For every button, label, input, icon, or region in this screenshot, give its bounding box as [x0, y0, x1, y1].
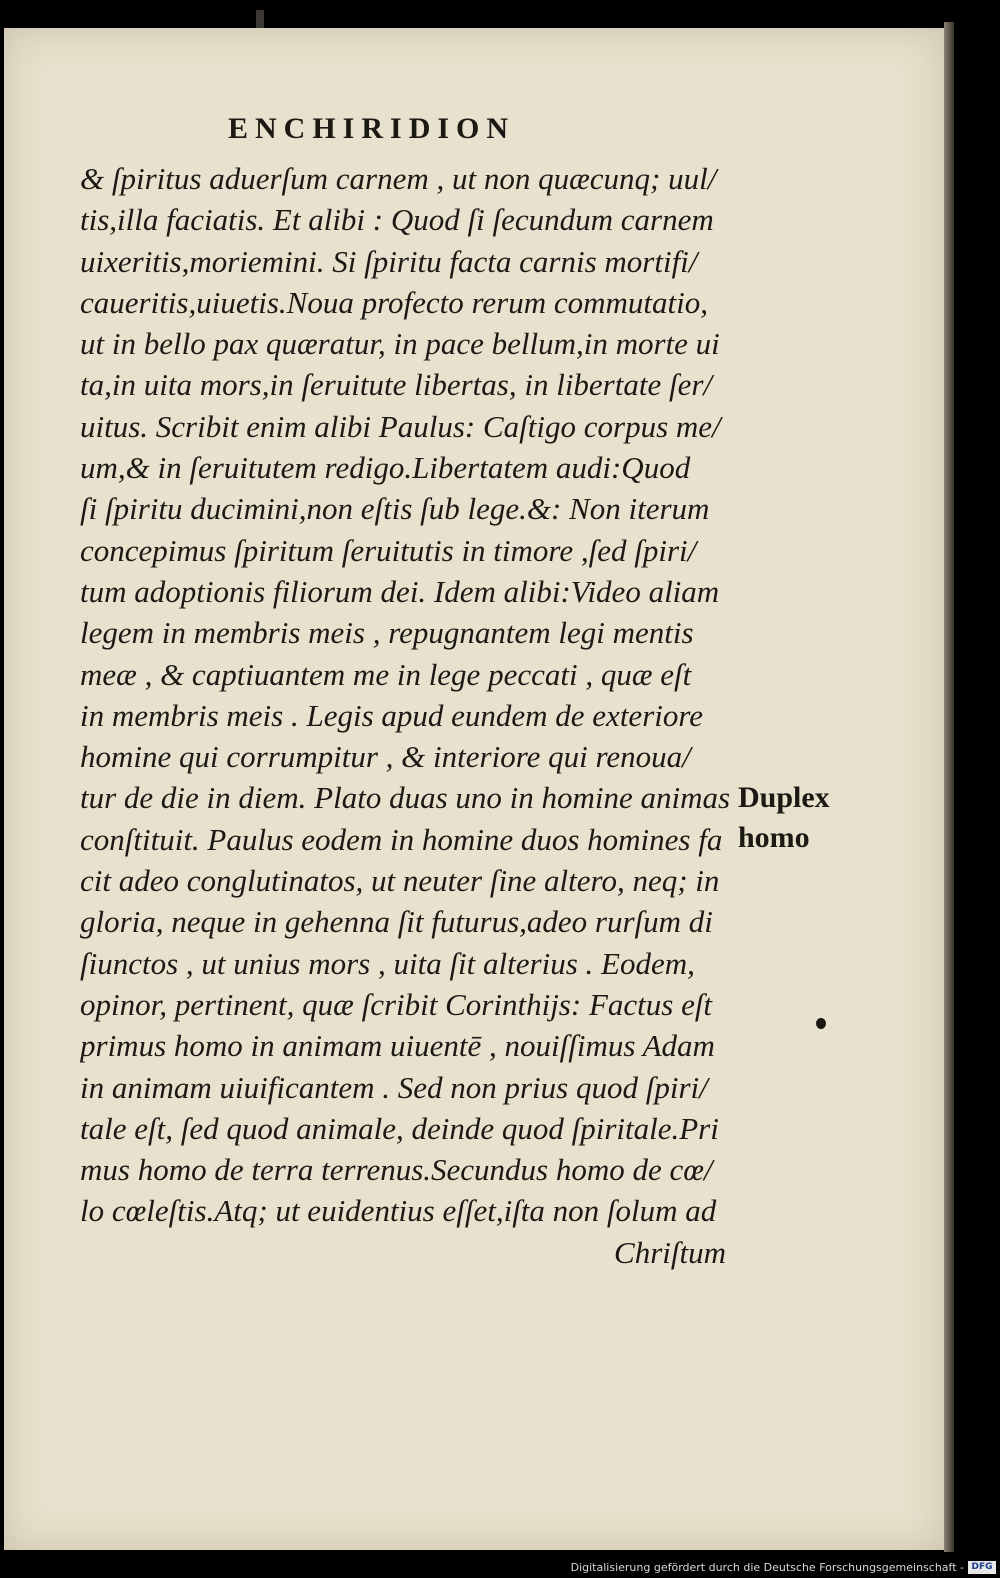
text-line: caueritis,uiuetis.Noua profecto rerum commutatio,: [80, 284, 708, 320]
text-line: ſiunctos , ut unius mors , uita ſit alterius . Eodem,: [80, 945, 695, 981]
marginal-note-line: Duplex: [738, 781, 830, 814]
text-line: in animam uiuificantem . Sed non prius quod ſpiri/: [80, 1069, 708, 1105]
text-line: tale eſt, ſed quod animale, deinde quod ſpiritale.Pri: [80, 1110, 719, 1146]
text-line: in membris meis . Legis apud eundem de exteriore: [80, 697, 704, 733]
text-line: conſtituit. Paulus eodem in homine duos homines fa: [80, 821, 723, 857]
text-line: ſi ſpiritu ducimini,non eſtis ſub lege.&: Non iterum: [80, 491, 710, 527]
marginal-note: [738, 778, 830, 858]
footer-credit: Digitalisierung gefördert durch die Deutsche Forschungsgemeinschaft -: [570, 1561, 964, 1574]
dfg-logo: DFG: [968, 1561, 996, 1574]
text-line: uitus. Scribit enim alibi Paulus: Caſtigo corpus me/: [80, 408, 721, 444]
text-block: [80, 158, 740, 1273]
text-line: legem in membris meis , repugnantem legi mentis: [80, 615, 694, 651]
text-line: tis,illa faciatis. Et alibi : Quod ſi ſecundum carnem: [80, 202, 714, 238]
text-line: cit adeo conglutinatos, ut neuter ſine altero, neq; in: [80, 863, 720, 899]
text-line: um,& in ſeruitutem redigo.Libertatem audi:Quod: [80, 450, 691, 486]
text-line: tum adoptionis filiorum dei. Idem alibi:Video aliam: [80, 573, 720, 609]
marginal-note-line: homo: [738, 821, 810, 854]
text-line: lo cœleſtis.Atq; ut euidentius eſſet,iſta non ſolum ad: [80, 1193, 717, 1229]
text-line: tur de die in diem. Plato duas uno in homine animas: [80, 780, 731, 816]
text-line: gloria, neque in gehenna ſit futurus,adeo rurſum di: [80, 904, 713, 940]
running-head: ENCHIRIDION: [228, 112, 516, 145]
text-line: & ſpiritus aduerſum carnem , ut non quæcunq; uul/: [80, 161, 717, 196]
text-line: primus homo in animam uiuentē , nouiſſimus Adam: [80, 1028, 715, 1064]
page-edge: [944, 22, 954, 1552]
text-line: ta,in uita mors,in ſeruitute libertas, in libertate ſer/: [80, 367, 713, 403]
text-line: mus homo de terra terrenus.Secundus homo de cœ/: [80, 1152, 713, 1188]
text-line: homine qui corrumpitur , & interiore qui renoua/: [80, 739, 691, 775]
text-line: concepimus ſpiritum ſeruitutis in timore ,ſed ſpiri/: [80, 532, 697, 568]
text-line: uixeritis,moriemini. Si ſpiritu facta carnis mortifi/: [80, 243, 698, 279]
text-line: meæ , & captiuantem me in lege peccati , quæ eſt: [80, 656, 692, 692]
catchword: Chriſtum: [614, 1234, 726, 1270]
text-line: opinor, pertinent, quæ ſcribit Corinthijs: Factus eſt: [80, 986, 713, 1022]
footer-bar: [0, 1556, 1000, 1578]
text-line: ut in bello pax quæratur, in pace bellum,in morte ui: [80, 326, 720, 362]
ink-spot: [816, 1018, 826, 1029]
